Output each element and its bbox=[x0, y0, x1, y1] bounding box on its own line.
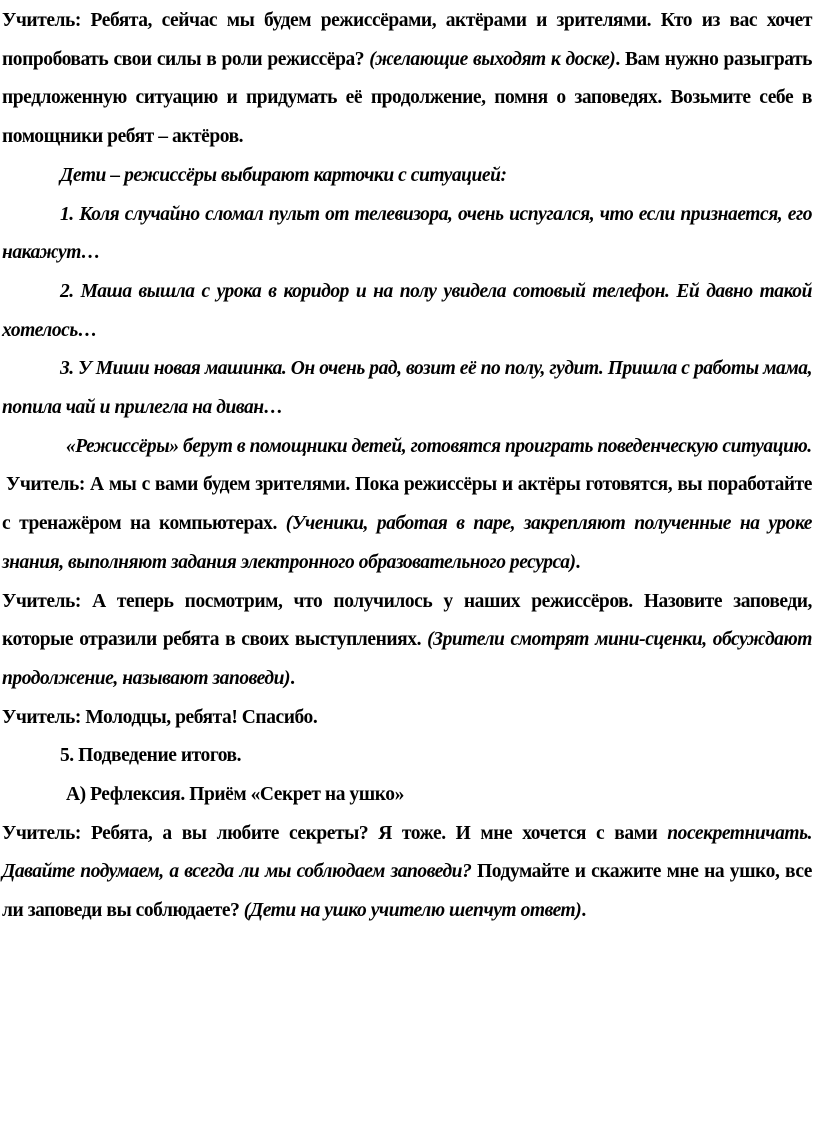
text-run: Учитель: А мы с вами будем зрителями. Пока режиссёры и актёры готовятся, вы поработайте с тренажёром на компьютерах. bbox=[2, 474, 812, 535]
situation-text: 1. Коля случайно сломал пульт от телевизора, очень испугался, что если признается, его накажут… bbox=[2, 203, 812, 264]
text-run: . Вам нужно разыграть предложенную ситуацию и придумать её продолжение, помня о заповедях. Возьмите себе в помощники ребят – актёров. bbox=[2, 48, 812, 148]
situation-text: 2. Маша вышла с урока в коридор и на полу увидела сотовый телефон. Ей давно такой хотелось… bbox=[2, 280, 812, 341]
situation-2 bbox=[2, 273, 812, 350]
paragraph-teacher-secrets bbox=[2, 815, 812, 931]
situation-1 bbox=[2, 196, 812, 273]
text-run: Учитель: А теперь посмотрим, что получилось у наших режиссёров. Назовите заповеди, которые отразили ребята в своих выступлениях. bbox=[2, 590, 812, 651]
paragraph-teacher-directors bbox=[2, 2, 812, 157]
stage-direction: (Ученики, работая в паре, закрепляют полученные на уроке знания, выполняют задания электронного образовательного ресурса) bbox=[2, 513, 813, 573]
heading-text: А) Рефлексия. Приём «Секрет на ушко» bbox=[66, 784, 404, 806]
italic-run: посекретничать. Давайте подумаем, а всегда ли мы соблюдаем заповеди? bbox=[2, 822, 812, 883]
text-run: Подумайте и скажите мне на ушко, все ли заповеди вы соблюдаете? bbox=[2, 861, 812, 922]
text-run: Учитель: Молодцы, ребята! Спасибо. bbox=[2, 706, 318, 728]
stage-direction: «Режиссёры» берут в помощники детей, готовятся проиграть поведенческую ситуацию. bbox=[66, 435, 812, 457]
paragraph-teacher-thanks bbox=[2, 699, 812, 738]
section-heading-summary bbox=[2, 737, 812, 776]
paragraph-teacher-spectators bbox=[2, 466, 812, 582]
paragraph-teacher-results bbox=[2, 583, 812, 699]
text-run: . bbox=[581, 900, 586, 922]
text-run: Учитель: Ребята, а вы любите секреты? Я тоже. И мне хочется с вами bbox=[2, 822, 668, 844]
heading-text: 5. Подведение итогов. bbox=[60, 745, 242, 767]
text-run: . bbox=[575, 551, 580, 573]
situation-3 bbox=[2, 350, 812, 427]
subsection-heading-reflection bbox=[2, 776, 812, 815]
situation-text: 3. У Миши новая машинка. Он очень рад, возит её по полу, гудит. Пришла с работы мама, попила чай и прилегла на диван… bbox=[2, 358, 812, 419]
text-run: Учитель: Ребята, сейчас мы будем режиссёрами, актёрами и зрителями. Кто из вас хочет попробовать свои силы в роли режиссёра? bbox=[2, 10, 812, 70]
stage-direction: (Дети на ушко учителю шепчут ответ) bbox=[243, 900, 582, 922]
text-run: . bbox=[290, 667, 295, 689]
stage-direction: (желающие выходят к доске) bbox=[369, 48, 616, 70]
paragraph-directors-prepare bbox=[2, 428, 812, 467]
paragraph-children-choose-cards bbox=[2, 157, 812, 196]
stage-direction: (Зрители смотрят мини-сценки, обсуждают продолжение, называют заповеди) bbox=[2, 629, 812, 689]
stage-direction: Дети – режиссёры выбирают карточки с ситуацией: bbox=[60, 164, 507, 186]
